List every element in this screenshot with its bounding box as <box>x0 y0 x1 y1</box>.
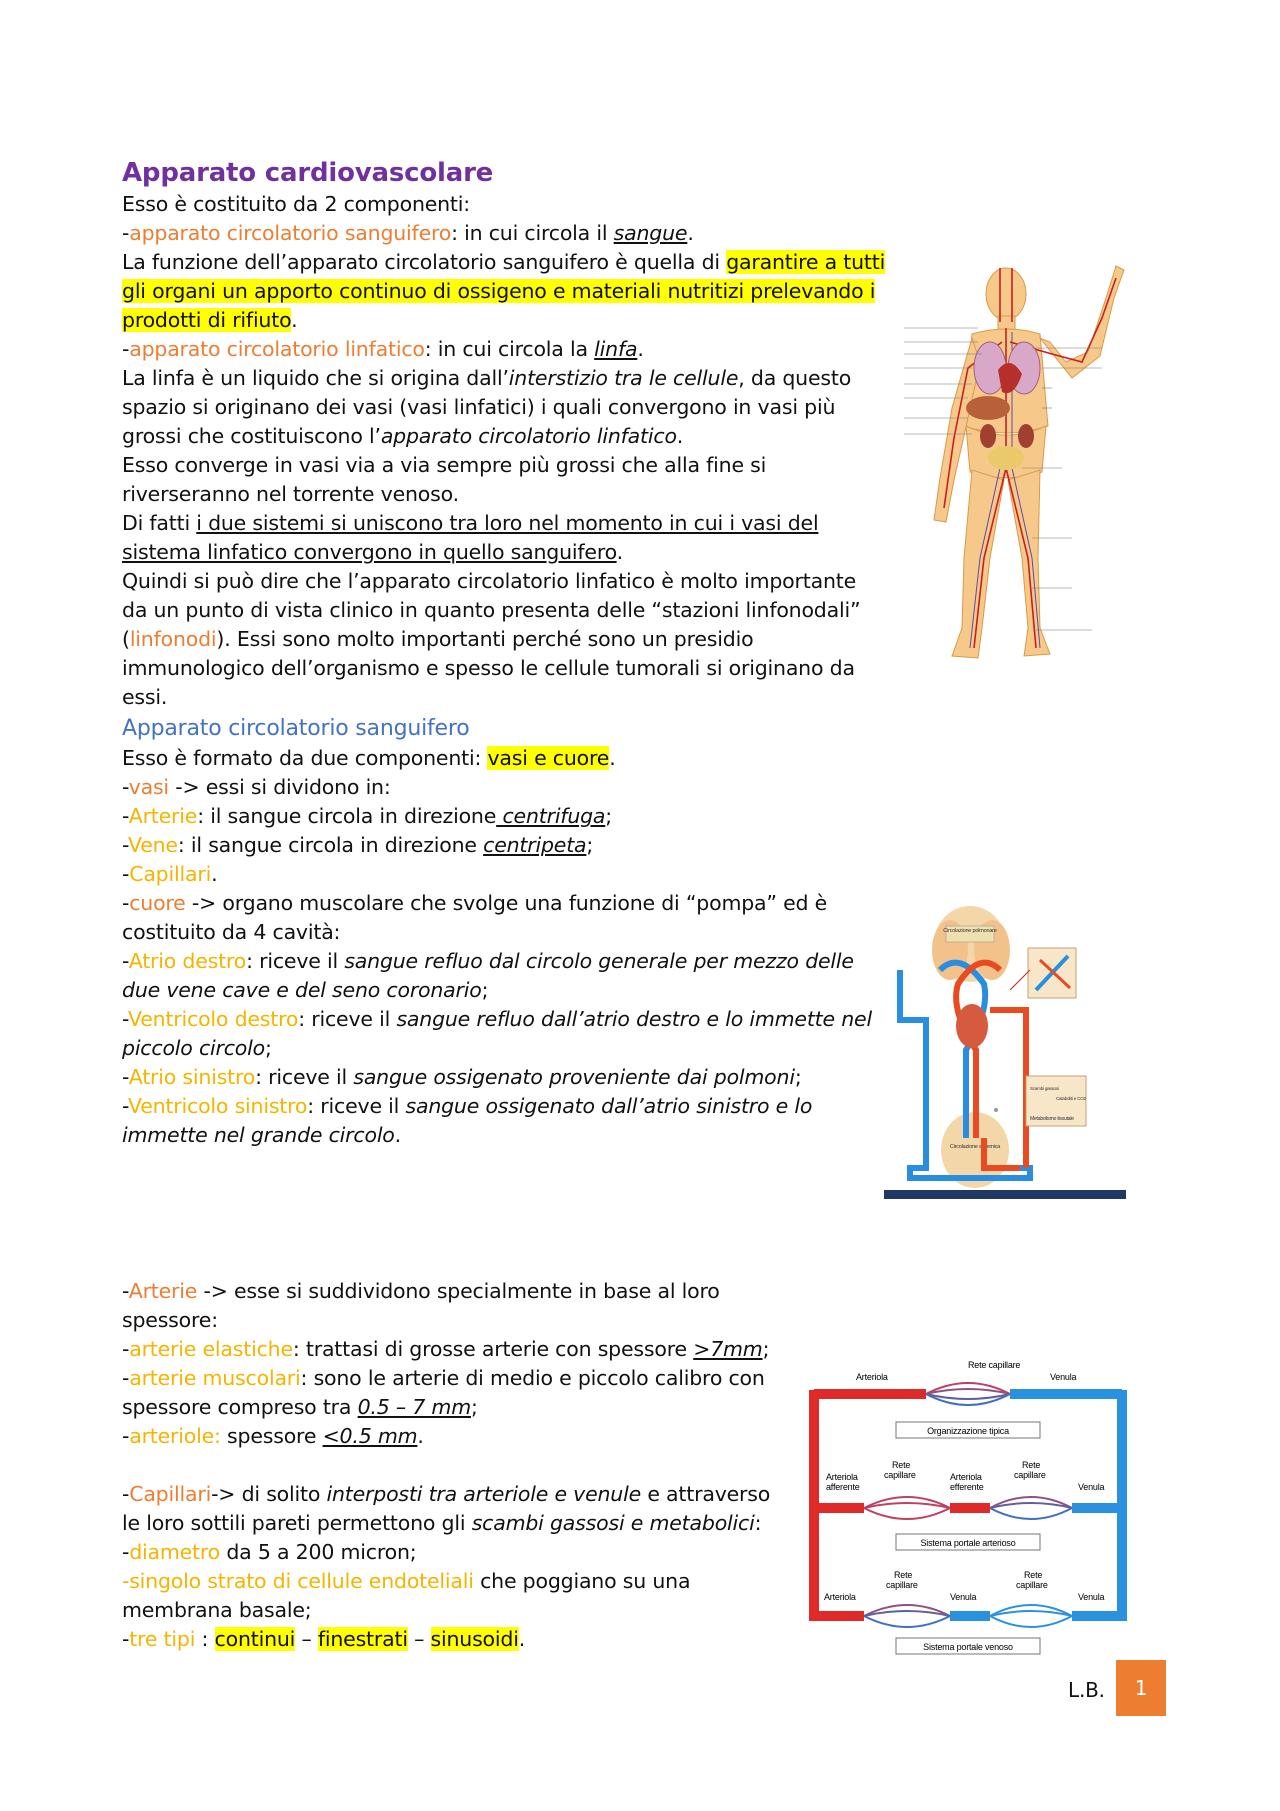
function-paragraph: La funzione dell’apparato circolatorio sanguifero è quella di garantire a tutti gli organi un apporto continuo di ossigeno e materiali nutritizi prelevando i prodotti di rifiuto. <box>122 250 886 332</box>
cap-label-arteriola-aff-2: afferente <box>826 1482 860 1492</box>
section-cardiovascular <box>122 156 887 712</box>
section-vessels-detail <box>122 1277 792 1654</box>
arterie-line: -Arterie: il sangue circola in direzione centrifuga; <box>122 804 613 828</box>
cap-label-arteriola-aff-1: Arteriola <box>826 1472 858 1482</box>
quindi-paragraph: Quindi si può dire che l’apparato circolatorio linfatico è molto importante da un punto di vista clinico in quanto presenta delle “stazioni linfonodali” (linfonodi). Essi sono molto importanti perché sono un presidio immunologico dell’organismo e spesso le cellule tumorali si originano da essi. <box>122 569 861 709</box>
arterie-detail-line: -Arterie -> esse si suddividono specialmente in base al loro spessore: <box>122 1279 720 1332</box>
cap-label-bot-rete2-2: capillare <box>1016 1580 1048 1590</box>
label-scambi: Scambi gassosi <box>1030 1086 1059 1091</box>
cap-box-venous-portal: Sistema portale venoso <box>923 1642 1013 1652</box>
cap-label-rete1-2: capillare <box>884 1470 916 1480</box>
cap-label-bot-venula1: Venula <box>950 1592 977 1602</box>
cuore-line: -cuore -> organo muscolare che svolge una funzione di “pompa” ed è costituito da 4 cavità: <box>122 891 828 944</box>
ventricolo-destro-line: -Ventricolo destro: riceve il sangue refluo dall’atrio destro e lo immette nel piccolo circolo; <box>122 1007 872 1060</box>
atrio-sinistro-line: -Atrio sinistro: riceve il sangue ossigenato proveniente dai polmoni; <box>122 1065 802 1089</box>
blank-line <box>122 1451 792 1480</box>
cap-label-arteriola-eff-1: Arteriola <box>950 1472 982 1482</box>
cap-label-mid-venula: Venula <box>1078 1482 1105 1492</box>
arteriole-line: -arteriole: spessore <0.5 mm. <box>122 1424 424 1448</box>
cap-box-arterial-portal: Sistema portale arterioso <box>920 1538 1016 1548</box>
cap-label-bot-rete2-1: Rete <box>1024 1570 1043 1580</box>
cap-label-bot-venula2: Venula <box>1078 1592 1105 1602</box>
cap-label-rete2-1: Rete <box>1022 1460 1041 1470</box>
vene-line: -Vene: il sangue circola in direzione centripeta; <box>122 833 594 857</box>
figure-capillary-organization <box>800 1356 1140 1656</box>
intro-text: Esso è costituito da 2 componenti: <box>122 192 470 216</box>
cap-label-bot-rete1-2: capillare <box>886 1580 918 1590</box>
highlight-function: garantire a tutti gli organi un apporto continuo di ossigeno e materiali nutritizi prelevando i prodotti di rifiuto <box>122 250 886 332</box>
component-blood: -apparato circolatorio sanguifero: in cui circola il sangue. <box>122 221 694 245</box>
cap-label-bot-arteriola: Arteriola <box>824 1592 856 1602</box>
converge-paragraph: Esso converge in vasi via a via sempre più grossi che alla fine si riverseranno nel torrente venoso. <box>122 453 767 506</box>
atrio-destro-line: -Atrio destro: riceve il sangue refluo dal circolo generale per mezzo delle due vene cave e del seno coronario; <box>122 949 854 1002</box>
capillari-detail-line: -Capillari-> di solito interposti tra arteriole e venule e attraverso le loro sottili pareti permettono gli scambi gassosi e metabolici: <box>122 1482 771 1535</box>
section-blood-apparatus <box>122 714 882 1150</box>
footer-initials: L.B. <box>1068 1678 1105 1702</box>
label-pulmonary-1: Circolazione polmonare <box>943 928 997 934</box>
component-lymph: -apparato circolatorio linfatico: in cui circola la linfa. <box>122 337 644 361</box>
diametro-line: -diametro da 5 a 200 micron; <box>122 1540 417 1564</box>
cap-label-top-arteriola: Arteriola <box>856 1372 888 1382</box>
cap-label-bot-rete1-1: Rete <box>894 1570 913 1580</box>
cap-box-typical: Organizzazione tipica <box>927 1426 1009 1436</box>
label-metabolism: Metabolismo tissutale <box>1030 1116 1074 1122</box>
label-catabolites: Cataboliti e CO2 <box>1056 1096 1086 1101</box>
figure-human-circulatory-system <box>902 258 1132 668</box>
cap-label-rete1-1: Rete <box>892 1460 911 1470</box>
lymph-paragraph: La linfa è un liquido che si origina dall’interstizio tra le cellule, da questo spazio si originano dei vasi (vasi linfatici) i quali convergono in vasi più grossi che costituiscono l’apparato circolatorio linfatico. <box>122 366 852 448</box>
arterie-elastiche-line: -arterie elastiche: trattasi di grosse arterie con spessore >7mm; <box>122 1337 770 1361</box>
page-title: Apparato cardiovascolare <box>122 158 494 188</box>
tipi-line: -tre tipi : continui – finestrati – sinusoidi. <box>122 1627 526 1651</box>
cap-label-top-venula: Venula <box>1050 1372 1077 1382</box>
arterie-muscolari-line: -arterie muscolari: sono le arterie di medio e piccolo calibro con spessore compreso tra 0.5 – 7 mm; <box>122 1366 765 1419</box>
label-systemic: Circolazione sistemica <box>949 1144 1001 1150</box>
page-number: 1 <box>1116 1660 1166 1716</box>
difatti-paragraph: Di fatti i due sistemi si uniscono tra loro nel momento in cui i vasi del sistema linfatico convergono in quello sanguifero. <box>122 511 819 564</box>
formed-line: Esso è formato da due componenti: vasi e cuore. <box>122 746 616 770</box>
cap-label-arteriola-eff-2: efferente <box>950 1482 984 1492</box>
capillari-line: -Capillari. <box>122 862 218 886</box>
strato-line: -singolo strato di cellule endoteliali che poggiano su una membrana basale; <box>122 1569 691 1622</box>
vasi-line: -vasi -> essi si dividono in: <box>122 775 391 799</box>
ventricolo-sinistro-line: -Ventricolo sinistro: riceve il sangue ossigenato dall’atrio sinistro e lo immette nel grande circolo. <box>122 1094 813 1147</box>
section-subtitle: Apparato circolatorio sanguifero <box>122 716 470 741</box>
cap-label-top-rete: Rete capillare <box>968 1360 1021 1370</box>
figure-circulation-diagram <box>880 900 1130 1202</box>
cap-label-rete2-2: capillare <box>1014 1470 1046 1480</box>
